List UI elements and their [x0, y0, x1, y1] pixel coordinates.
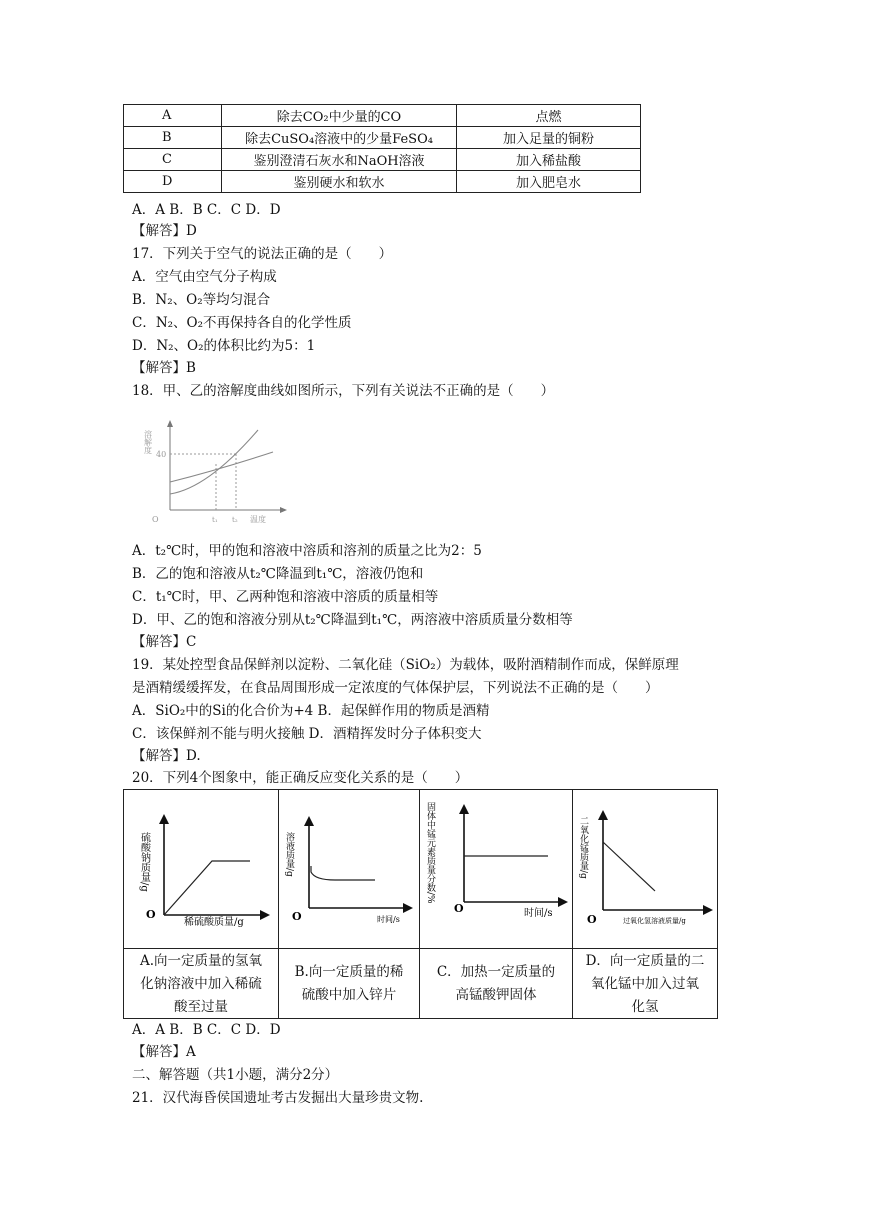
options-table — [123, 104, 641, 193]
q16-choices: A．A B．B C．C D．D — [132, 202, 281, 218]
caption-cell-d — [572, 948, 718, 1019]
graph-a-origin: O — [146, 908, 156, 921]
q19-stem-line1: 19．某处控型食品保鲜剂以淀粉、二氧化硅（SiO₂）为载体，吸附酒精制作而成，保鲜原理 — [132, 657, 679, 673]
figure-ylabel: 溶解度 — [143, 430, 153, 454]
row-method: 点燃 — [457, 105, 641, 127]
q16-answer: 【解答】D — [132, 223, 197, 239]
caption-c-line: 高锰酸钾固体 — [455, 987, 537, 1003]
graph-d-origin: O — [587, 913, 597, 926]
graph-a — [124, 790, 278, 948]
q18-stem: 18．甲、乙的溶解度曲线如图所示，下列有关说法不正确的是（ ） — [132, 383, 555, 399]
q18-option-b: B．乙的饱和溶液从t₂℃降温到t₁℃，溶液仍饱和 — [132, 566, 424, 582]
caption-a-line: 化钠溶液中加入稀硫 — [140, 976, 262, 992]
q18-option-a: A．t₂℃时，甲的饱和溶液中溶质和溶剂的质量之比为2：5 — [132, 543, 482, 559]
caption-a-line: A.向一定质量的氢氧 — [139, 953, 263, 969]
solubility-figure — [143, 418, 288, 528]
caption-d-line: 氧化锰中加入过氧 — [591, 976, 699, 992]
figure-origin: O — [152, 515, 159, 524]
caption-cell-b — [278, 948, 420, 1019]
graph-b-origin: O — [292, 910, 302, 923]
row-label: D — [124, 171, 222, 193]
q17-option-d: D．N₂、O₂的体积比约为5：1 — [132, 338, 316, 354]
row-label: B — [124, 127, 222, 149]
graph-d-ylabel: 二氧化锰质量/g — [578, 816, 588, 879]
graph-cell-c — [419, 789, 573, 949]
row-label: C — [124, 149, 222, 171]
graph-c-xlabel: 时间/s — [524, 908, 553, 919]
q19-options-ab: A．SiO₂中的Si的化合价为+4 B．起保鲜作用的物质是酒精 — [132, 703, 490, 719]
q20-answer: 【解答】A — [132, 1044, 196, 1060]
graph-a-ylabel: 硫酸钠质量/g — [138, 832, 150, 892]
table-row — [124, 127, 641, 149]
graph-d — [573, 790, 717, 948]
table-row — [124, 171, 641, 193]
caption-a-line: 酸至过量 — [174, 999, 228, 1015]
q19-options-cd: C．该保鲜剂不能与明火接触 D．酒精挥发时分子体积变大 — [132, 726, 482, 742]
row-purpose: 鉴别硬水和软水 — [222, 171, 457, 193]
q18-option-d: D．甲、乙的饱和溶液分别从t₂℃降温到t₁℃，两溶液中溶质质量分数相等 — [132, 612, 573, 628]
q19-answer: 【解答】D. — [132, 748, 201, 764]
row-method: 加入稀盐酸 — [457, 149, 641, 171]
table-row — [124, 149, 641, 171]
q18-option-c: C．t₁℃时，甲、乙两种饱和溶液中溶质的质量相等 — [132, 589, 439, 605]
graph-c — [420, 790, 572, 948]
figure-xlabel: 温度 — [250, 515, 266, 524]
table-row — [124, 105, 641, 127]
row-purpose: 除去CuSO₄溶液中的少量FeSO₄ — [222, 127, 457, 149]
q20-choices: A．A B．B C．C D．D — [132, 1022, 281, 1038]
row-method: 加入足量的铜粉 — [457, 127, 641, 149]
row-method: 加入肥皂水 — [457, 171, 641, 193]
figure-xtick-t2: t₂ — [232, 516, 238, 524]
graph-cell-a — [123, 789, 279, 949]
q17-stem: 17．下列关于空气的说法正确的是（ ） — [132, 246, 393, 262]
caption-d-line: D．向一定质量的二 — [585, 953, 705, 969]
graph-c-ylabel: 固体中锰元素质量分数/% — [425, 802, 435, 904]
caption-cell-a — [123, 948, 279, 1019]
q20-graph-table — [123, 789, 718, 1019]
caption-cell-c — [419, 948, 573, 1019]
figure-ytick: 40 — [156, 450, 167, 459]
q20-stem: 20．下列4个图象中，能正确反应变化关系的是（ ） — [132, 770, 469, 786]
q18-answer: 【解答】C — [132, 634, 197, 650]
caption-c-line: C．加热一定质量的 — [436, 964, 556, 980]
caption-b-line: B.向一定质量的稀 — [294, 964, 404, 980]
graph-cell-b — [278, 789, 420, 949]
graph-d-xlabel: 过氧化氢溶液质量/g — [623, 917, 686, 925]
figure-xtick-t1: t₁ — [212, 516, 218, 524]
graph-b — [279, 790, 419, 948]
q17-option-b: B．N₂、O₂等均匀混合 — [132, 292, 271, 308]
graph-c-origin: O — [454, 902, 464, 915]
caption-b-line: 硫酸中加入锌片 — [301, 987, 397, 1003]
row-purpose: 鉴别澄清石灰水和NaOH溶液 — [222, 149, 457, 171]
row-label: A — [124, 105, 222, 127]
q17-answer: 【解答】B — [132, 360, 196, 376]
graph-cell-d — [572, 789, 718, 949]
q17-option-c: C．N₂、O₂不再保持各自的化学性质 — [132, 315, 352, 331]
graph-a-xlabel: 稀硫酸质量/g — [184, 917, 244, 928]
row-purpose: 除去CO₂中少量的CO — [222, 105, 457, 127]
graph-b-ylabel: 溶液质量/g — [284, 832, 294, 877]
caption-d-line: 化氢 — [631, 999, 659, 1015]
section-heading: 二、解答题（共1小题，满分2分） — [132, 1067, 339, 1083]
q17-option-a: A．空气由空气分子构成 — [132, 269, 277, 285]
q21-stem: 21．汉代海昏侯国遗址考古发掘出大量珍贵文物. — [132, 1090, 424, 1106]
graph-b-xlabel: 时间/s — [377, 915, 400, 924]
q19-stem-line2: 是酒精缓缓挥发，在食品周围形成一定浓度的气体保护层，下列说法不正确的是（ ） — [132, 680, 659, 696]
